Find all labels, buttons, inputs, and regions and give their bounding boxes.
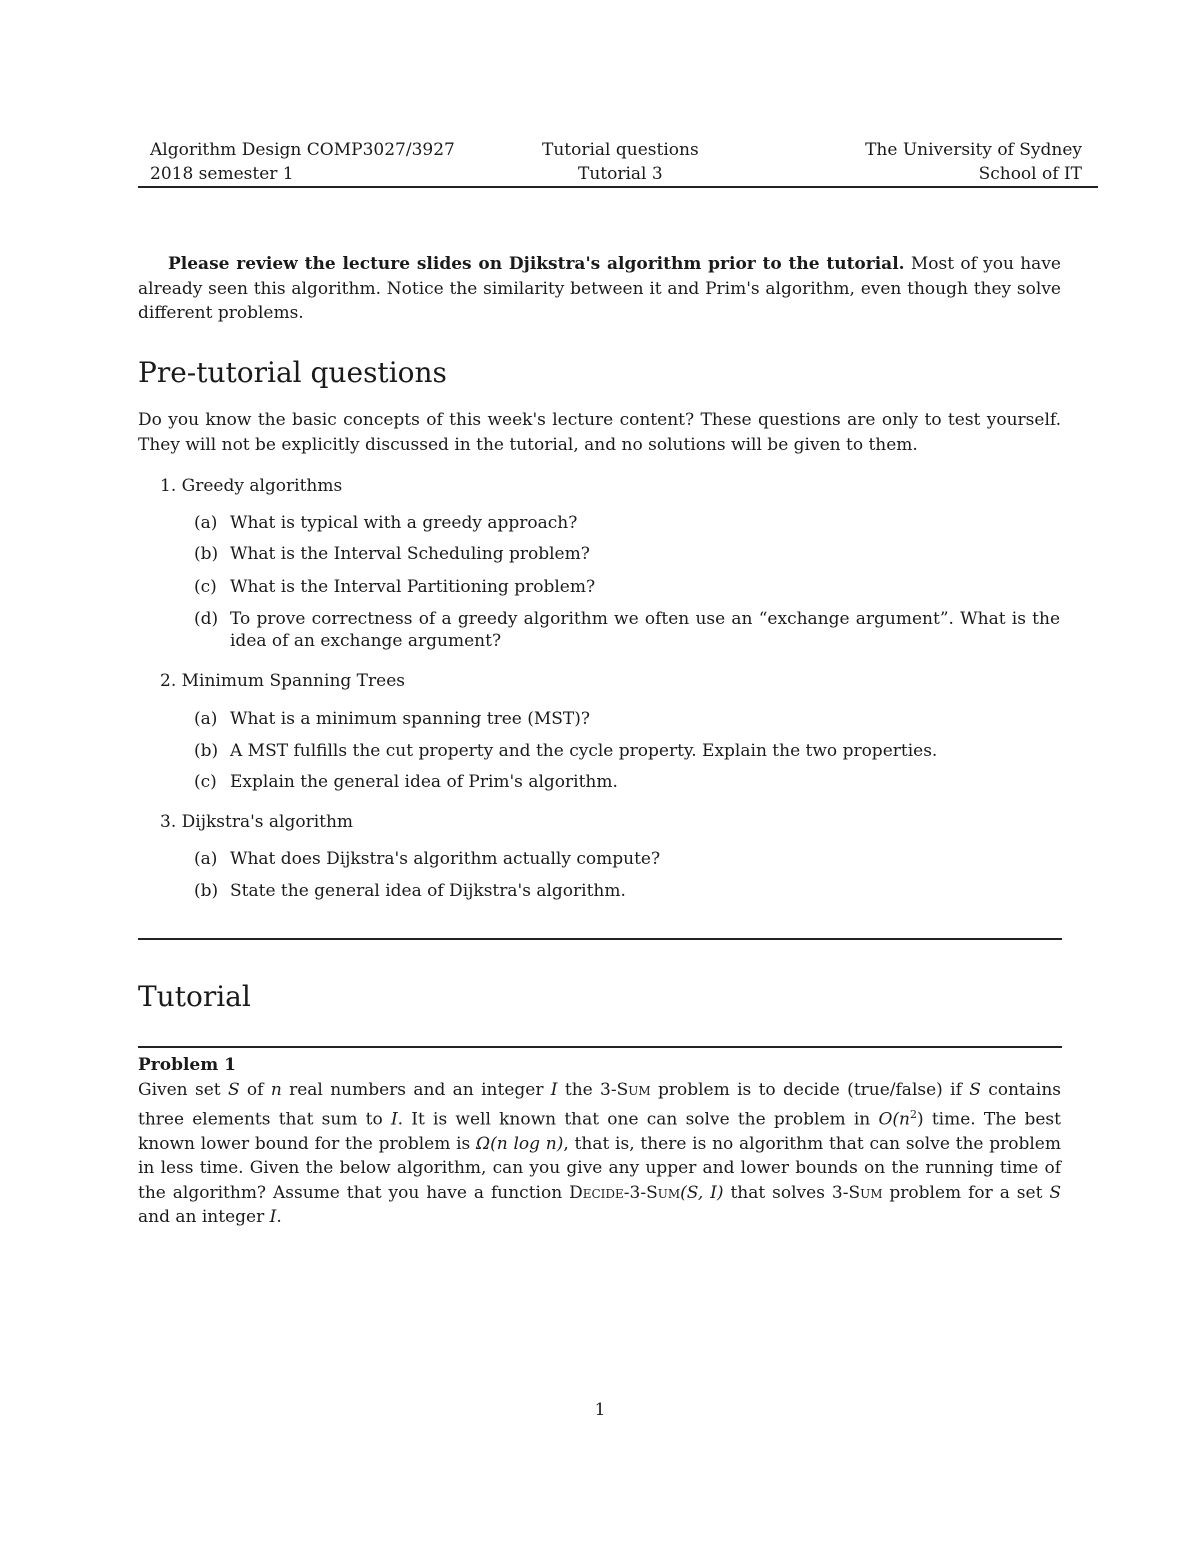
topic-greedy-algorithms: 1. Greedy algorithms [160, 476, 343, 496]
section-divider [138, 938, 1062, 940]
text-run: ) [917, 1109, 924, 1130]
math-exponent: 2 [910, 1107, 917, 1121]
list-item [194, 576, 1062, 598]
text-run: time. The best known lower bound for the problem is [138, 1109, 1061, 1154]
item-text: What does Dijkstra's algorithm actually compute? [230, 849, 661, 869]
topic-minimum-spanning-trees: 2. Minimum Spanning Trees [160, 671, 405, 691]
math-var: S [1049, 1182, 1062, 1203]
item-label: (a) [194, 709, 218, 729]
pre-tutorial-heading: Pre-tutorial questions [138, 356, 447, 389]
header-doc-type: Tutorial questions [542, 140, 699, 160]
math-expr: (S, I) [680, 1182, 724, 1203]
item-text: State the general idea of Dijkstra's algorithm. [230, 881, 626, 901]
header-rule [138, 186, 1098, 188]
header-tutorial-number: Tutorial 3 [578, 164, 663, 184]
item-label: (b) [194, 544, 219, 564]
item-label: (a) [194, 849, 218, 869]
text-run: the 3- [557, 1080, 617, 1100]
item-text: What is the Interval Partitioning problem? [230, 577, 596, 597]
math-expr: Ω(n log n) [476, 1133, 564, 1154]
list-item [194, 740, 1062, 762]
math-var: I [550, 1080, 558, 1100]
list-item [194, 608, 1062, 652]
item-label: (c) [194, 772, 217, 792]
list-item [194, 708, 1062, 730]
item-label: (c) [194, 577, 217, 597]
text-run: contains three elements that sum to [138, 1080, 1061, 1130]
item-text: What is a minimum spanning tree (MST)? [230, 709, 590, 729]
item-text: What is typical with a greedy approach? [230, 513, 578, 533]
item-text: A MST fulfills the cut property and the cycle property. Explain the two properties. [230, 741, 938, 761]
item-text: To prove correctness of a greedy algorithm we often use an “exchange argument”. What is the idea of an exchange argument? [230, 609, 1060, 651]
text-run: and an integer [138, 1207, 270, 1228]
list-item [194, 771, 1062, 793]
text-run: real numbers and an integer [281, 1080, 551, 1100]
problem-rule [138, 1046, 1062, 1048]
text-run: . It is well known that one can solve the problem in [397, 1109, 879, 1130]
problem-title: Problem 1 [138, 1055, 236, 1075]
small-caps-term: Sum [616, 1080, 651, 1100]
text-run: , that is, there is no algorithm that can solve the problem in less time. Given the below algorithm, can you give any upper and lower bounds on the running time of the algorithm? Assume that you have a function [138, 1133, 1061, 1203]
math-var: I [269, 1207, 277, 1228]
intro-paragraph [138, 252, 1061, 326]
list-item [194, 848, 1062, 870]
list-item [194, 512, 1062, 534]
pre-tutorial-description: Do you know the basic concepts of this week's lecture content? These questions are only to test yourself. They will not be explicitly discussed in the tutorial, and no solutions will be given to them. [138, 410, 1061, 455]
intro-rest-text: Most of you have already seen this algorithm. Notice the similarity between it and Prim's algorithm, even though they solve different problems. [138, 254, 1061, 323]
tutorial-heading: Tutorial [138, 980, 251, 1013]
math-var: S [969, 1080, 981, 1100]
text-run: . [276, 1207, 282, 1228]
item-label: (d) [194, 609, 219, 629]
small-caps-term: Sum [848, 1182, 883, 1203]
small-caps-term: Decide-3-Sum [569, 1182, 681, 1203]
list-item [194, 543, 1062, 565]
text-run: problem is to decide (true/false) if [650, 1080, 970, 1100]
item-text: Explain the general idea of Prim's algorithm. [230, 772, 618, 792]
topic-dijkstras-algorithm: 3. Dijkstra's algorithm [160, 812, 354, 832]
problem-text [138, 1078, 1061, 1230]
item-label: (b) [194, 741, 219, 761]
intro-bold-text: Please review the lecture slides on Djikstra's algorithm prior to the tutorial. [168, 254, 905, 274]
item-text: What is the Interval Scheduling problem? [230, 544, 590, 564]
list-item [194, 880, 1062, 902]
math-var: I [390, 1109, 398, 1130]
header-course: Algorithm Design COMP3027/3927 [150, 140, 455, 160]
text-run: problem for a set [882, 1182, 1050, 1203]
text-run: of [239, 1080, 271, 1100]
page-number: 1 [594, 1400, 606, 1420]
header-semester: 2018 semester 1 [150, 164, 294, 184]
math-var: S [227, 1080, 240, 1100]
math-var: n [270, 1080, 282, 1100]
text-run: Given set [138, 1080, 228, 1100]
math-expr: O(n [878, 1109, 910, 1130]
header-school: School of IT [978, 164, 1082, 184]
header-university: The University of Sydney [865, 140, 1082, 160]
text-run: that solves 3- [723, 1182, 849, 1203]
item-label: (a) [194, 513, 218, 533]
item-label: (b) [194, 881, 219, 901]
